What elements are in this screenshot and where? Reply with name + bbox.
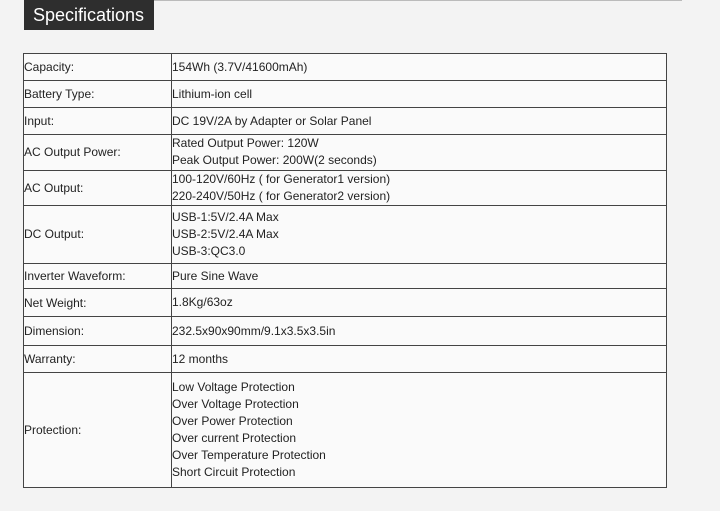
table-row bbox=[24, 108, 667, 135]
spec-table-body bbox=[24, 54, 667, 488]
spec-value-line: 12 months bbox=[172, 351, 229, 366]
spec-value-line: Lithium-ion cell bbox=[172, 86, 253, 101]
spec-value-line: Rated Output Power: 120W bbox=[172, 136, 319, 151]
spec-value-line: 1.8Kg/63oz bbox=[172, 295, 233, 310]
spec-label: Dimension: bbox=[24, 317, 172, 346]
title-divider bbox=[154, 0, 682, 1]
spec-value-line: 232.5x90x90mm/9.1x3.5x3.5in bbox=[172, 323, 336, 338]
spec-label: Protection: bbox=[24, 373, 172, 488]
spec-label: Capacity: bbox=[24, 54, 172, 81]
table-row bbox=[24, 373, 667, 488]
spec-value-line: Pure Sine Wave bbox=[172, 268, 259, 283]
spec-value-line: Short Circuit Protection bbox=[172, 465, 296, 480]
table-row bbox=[24, 170, 667, 205]
spec-value-line: USB-1:5V/2.4A Max bbox=[172, 209, 279, 224]
page-title: Specifications bbox=[24, 0, 154, 30]
spec-value bbox=[172, 108, 667, 135]
spec-value-line: 220-240V/50Hz ( for Generator2 version) bbox=[172, 188, 391, 203]
spec-value-line: USB-2:5V/2.4A Max bbox=[172, 226, 279, 241]
spec-value bbox=[172, 81, 667, 108]
spec-value bbox=[172, 317, 667, 346]
table-row bbox=[24, 205, 667, 263]
spec-value bbox=[172, 205, 667, 263]
table-row bbox=[24, 54, 667, 81]
table-row bbox=[24, 81, 667, 108]
spec-value bbox=[172, 135, 667, 170]
spec-value-line: 154Wh (3.7V/41600mAh) bbox=[172, 59, 308, 74]
spec-value bbox=[172, 54, 667, 81]
spec-value-line: USB-3:QC3.0 bbox=[172, 243, 246, 258]
spec-value-line: Over Temperature Protection bbox=[172, 448, 326, 463]
spec-value-line: Over current Protection bbox=[172, 431, 297, 446]
spec-label: Warranty: bbox=[24, 346, 172, 373]
spec-label: Net Weight: bbox=[24, 289, 172, 317]
spec-value bbox=[172, 263, 667, 288]
spec-value bbox=[172, 373, 667, 488]
spec-value-line: Over Voltage Protection bbox=[172, 397, 299, 412]
spec-value-line: Over Power Protection bbox=[172, 414, 293, 429]
spec-value-line: Peak Output Power: 200W(2 seconds) bbox=[172, 153, 377, 168]
spec-value bbox=[172, 289, 667, 317]
spec-label: Battery Type: bbox=[24, 81, 172, 108]
spec-value-line: DC 19V/2A by Adapter or Solar Panel bbox=[172, 113, 372, 128]
table-row bbox=[24, 346, 667, 373]
table-row bbox=[24, 135, 667, 170]
spec-value-line: Low Voltage Protection bbox=[172, 380, 295, 395]
spec-value bbox=[172, 346, 667, 373]
spec-label: DC Output: bbox=[24, 205, 172, 263]
spec-value-line: 100-120V/60Hz ( for Generator1 version) bbox=[172, 171, 391, 186]
spec-label: Inverter Waveform: bbox=[24, 263, 172, 288]
table-row bbox=[24, 263, 667, 288]
spec-label: AC Output Power: bbox=[24, 135, 172, 170]
table-row bbox=[24, 317, 667, 346]
table-row bbox=[24, 289, 667, 317]
spec-label: Input: bbox=[24, 108, 172, 135]
spec-value bbox=[172, 170, 667, 205]
spec-table bbox=[23, 53, 667, 488]
spec-label: AC Output: bbox=[24, 170, 172, 205]
